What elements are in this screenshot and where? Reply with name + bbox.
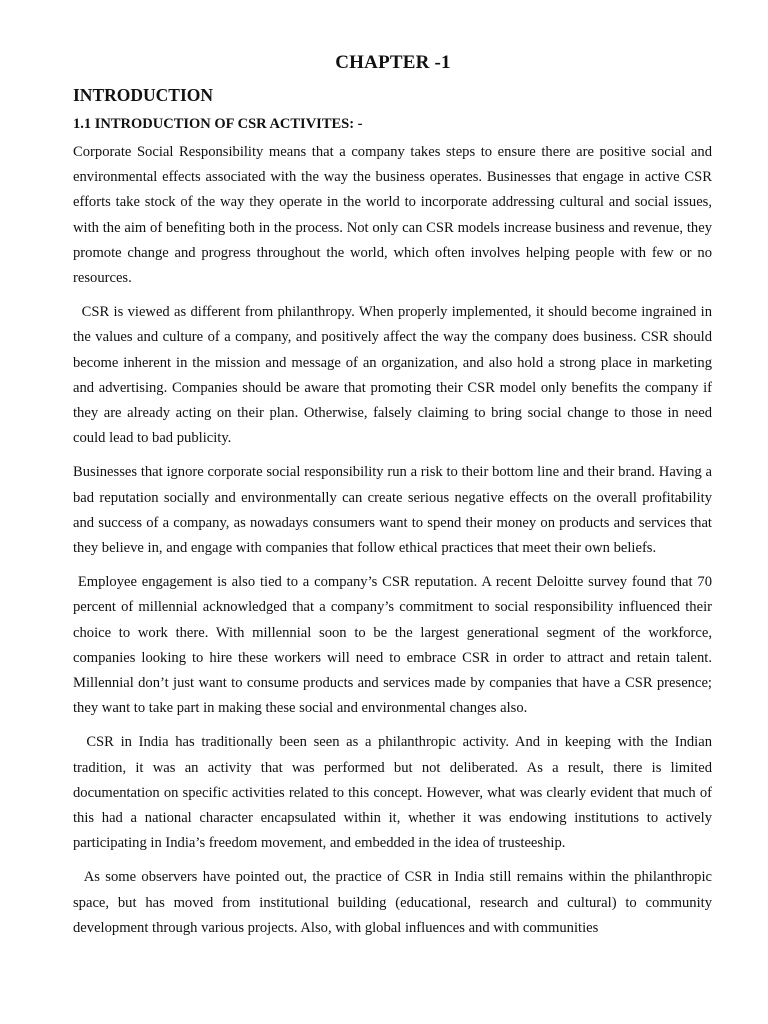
paragraph-csr-vs-philanthropy: CSR is viewed as different from philanthropy. When properly implemented, it should become ingrained in the values and culture of a company, and positively affect the way the company does business. CSR should become inherent in the mission and message of an organization, and also hold a strong place in marketing and advertising. Companies should be aware that promoting their CSR model only benefits the company if they are already acting on their plan. Otherwise, falsely claiming to bring social change to those in need could lead to bad publicity. xyxy=(73,304,716,447)
section-heading: INTRODUCTION xyxy=(73,85,214,105)
paragraph-employee-engagement: Employee engagement is also tied to a company’s CSR reputation. A recent Deloitte survey found that 70 percent of millennial acknowledged that a company’s commitment to social responsibility influenced their choice to work there. With millennial soon to be the largest generational segment of the workforce, companies looking to hire these workers will need to embrace CSR in order to attract and retain talent. Millennial don’t just want to consume products and services made by companies that have a CSR presence; they want to take part in making these social and environmental changes also. xyxy=(73,574,716,717)
subsection-heading: 1.1 INTRODUCTION OF CSR ACTIVITES: - xyxy=(73,116,363,132)
body-text xyxy=(73,140,716,950)
paragraph-csr-definition: Corporate Social Responsibility means that a company takes steps to ensure there are positive social and environmental effects associated with the way the business operates. Businesses that engage in active CSR efforts take stock of the way they operate in the world to incorporate addressing cultural and social issues, with the aim of benefiting both in the process. Not only can CSR models increase business and revenue, they promote change and progress throughout the world, which often involves helping people with few or no resources. xyxy=(73,144,716,287)
paragraph-csr-practice-india: As some observers have pointed out, the practice of CSR in India still remains within the philanthropic space, but has moved from institutional building (educational, research and cultural) to community development through various projects. Also, with global influences and with communities xyxy=(73,869,716,936)
chapter-title: CHAPTER -1 xyxy=(335,52,451,73)
paragraph-csr-in-india: CSR in India has traditionally been seen as a philanthropic activity. And in keeping with the Indian tradition, it was an activity that was performed but not deliberated. As a result, there is limited documentation on specific activities related to this concept. However, what was clearly evident that much of this had a national character encapsulated within it, whether it was endowing institutions to actively participating in India’s freedom movement, and embedded in the idea of trusteeship. xyxy=(73,734,716,852)
paragraph-csr-business-risk: Businesses that ignore corporate social responsibility run a risk to their bottom line and their brand. Having a bad reputation socially and environmentally can create serious negative effects on the overall profitability and success of a company, as nowadays consumers want to spend their money on products and services that they believe in, and engage with companies that follow ethical practices that meet their own beliefs. xyxy=(73,464,716,557)
